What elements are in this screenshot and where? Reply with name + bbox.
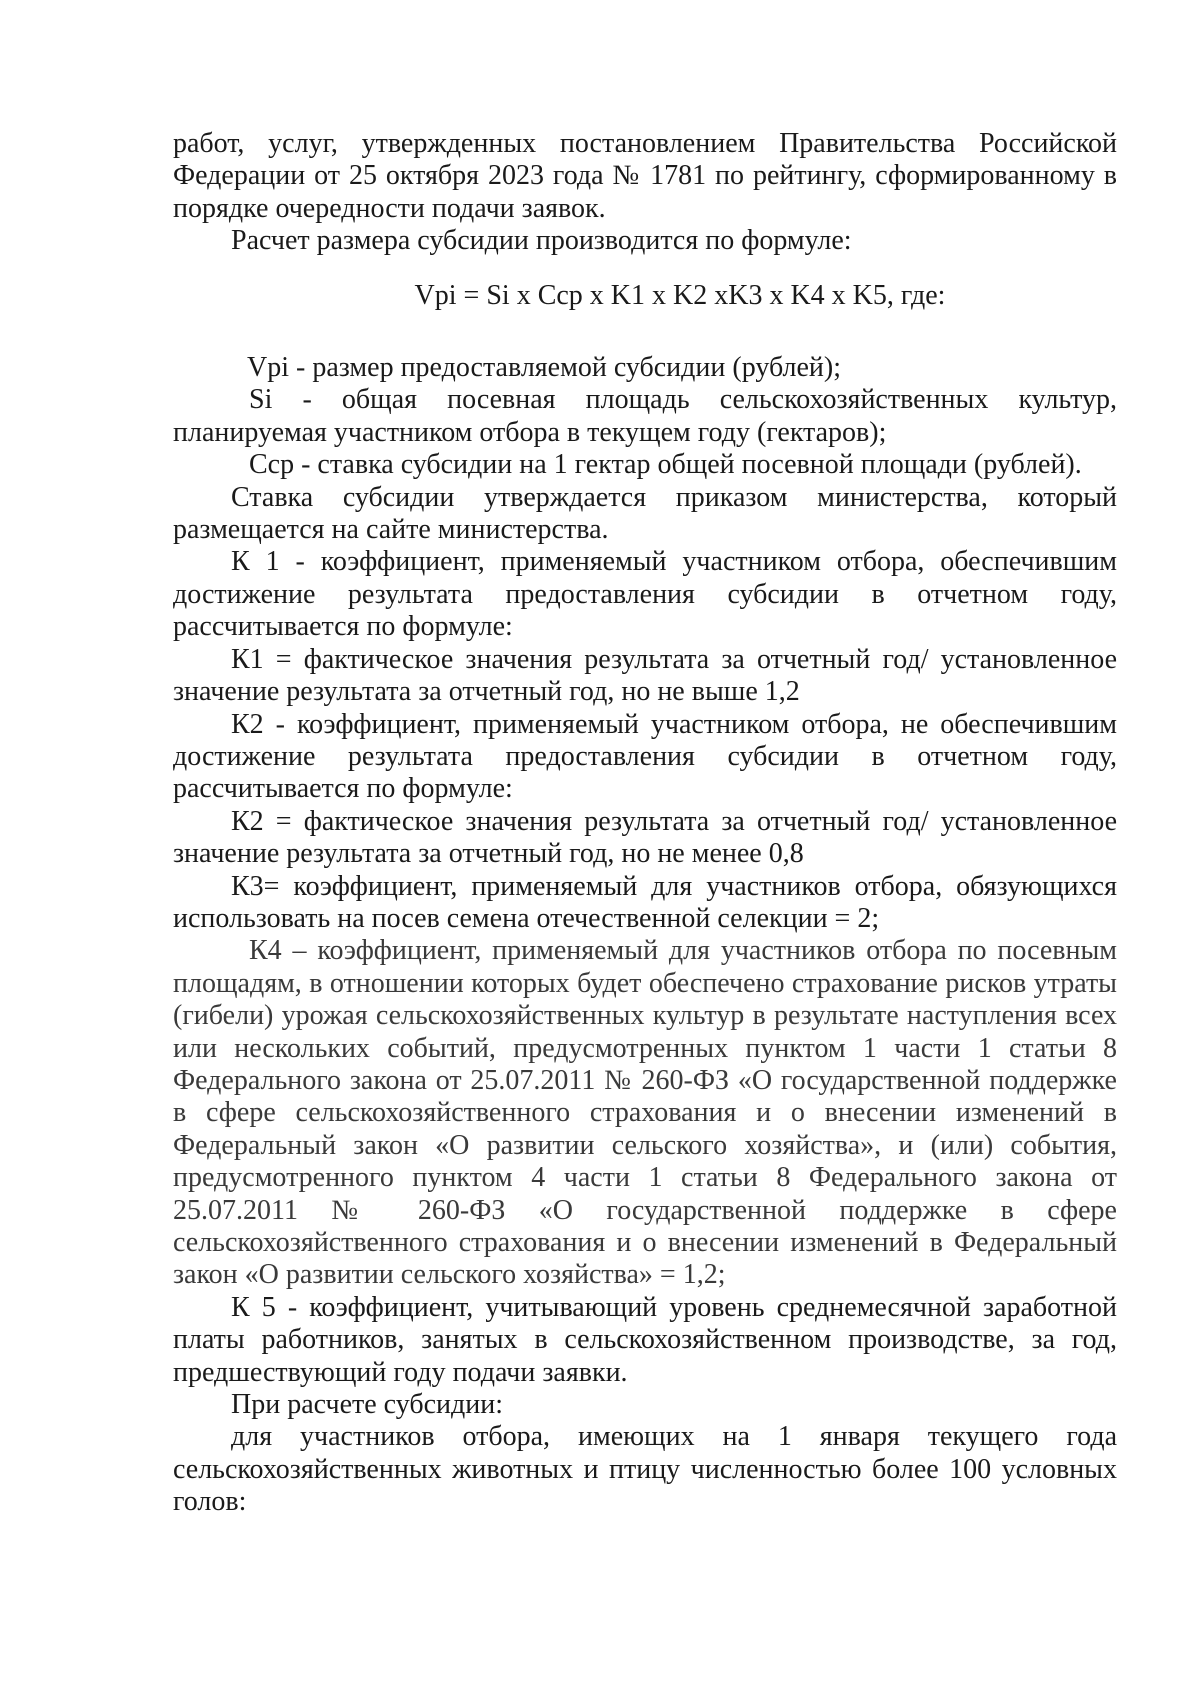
paragraph-intro: работ, услуг, утвержденных постановлением Правительства Российской Федерации от 25 октября 2023 года № 1781 по рейтингу, сформированному в порядке очередности подачи заявок. [173,128,1117,224]
definition-vpi: Vpi - размер предоставляемой субсидии (рублей); [247,352,842,384]
formula-k2: К2 = фактическое значения результата за отчетный год/ установленное значение результата за отчетный год, но не менее 0,8 [173,805,1117,870]
definition-k1: К 1 - коэффициент, применяемый участником отбора, обеспечившим достижение результата предоставления субсидии в отчетном году, рассчитывается по формуле: [173,546,1117,643]
document-body [173,128,1117,1519]
definition-k2: К2 - коэффициент, применяемый участником отбора, не обеспечившим достижение результата предоставления субсидии в отчетном году, рассчитывается по формуле: [173,708,1117,805]
definition-si: Si - общая посевная площадь сельскохозяйственных культур, планируемая участником отбора в текущем году (гектаров); [173,384,1117,448]
paragraph-participants: для участников отбора, имеющих на 1 января текущего года сельскохозяйственных животных и птицу численностью более 100 условных голов: [173,1421,1117,1518]
paragraph-calc-when: При расчете субсидии: [231,1389,504,1421]
paragraph-calc-intro: Расчет размера субсидии производится по формуле: [231,225,852,257]
definition-ccp: Ccp - ставка субсидии на 1 гектар общей посевной площади (рублей). [249,449,1082,481]
definition-k4: К4 – коэффициент, применяемый для участников отбора по посевным площадям, в отношении которых будет обеспечено страхование рисков утраты (гибели) урожая сельскохозяйственных культур в результате наступления всех или нескольких событий, предусмотренных пунктом 1 части 1 статьи 8 Федерального закона от 25.07.2011 № 260-ФЗ «О государственной поддержке в сфере сельскохозяйственного страхования и о внесении изменений в Федеральный закон «О развитии сельского хозяйства», и (или) события, предусмотренного пунктом 4 части 1 статьи 8 Федерального закона от 25.07.2011 № 260-ФЗ «О государственной поддержке в сфере сельскохозяйственного страхования и о внесении изменений в Федеральный закон «О развитии сельского хозяйства» = 1,2; [173,935,1117,1291]
paragraph-rate: Ставка субсидии утверждается приказом министерства, который размещается на сайте министерства. [173,481,1117,546]
formula-k1: К1 = фактическое значения результата за отчетный год/ установленное значение результата за отчетный год, но не выше 1,2 [173,643,1117,708]
definition-k5: К 5 - коэффициент, учитывающий уровень среднемесячной заработной платы работников, занятых в сельскохозяйственном производстве, за год, предшествующий году подачи заявки. [173,1291,1117,1388]
definition-k3: К3= коэффициент, применяемый для участников отбора, обязующихся использовать на посев семена отечественной селекции = 2; [173,870,1117,934]
formula-vpi: Vpi = Si x Ccp x K1 x K2 xK3 x K4 x K5, где: [414,279,946,311]
